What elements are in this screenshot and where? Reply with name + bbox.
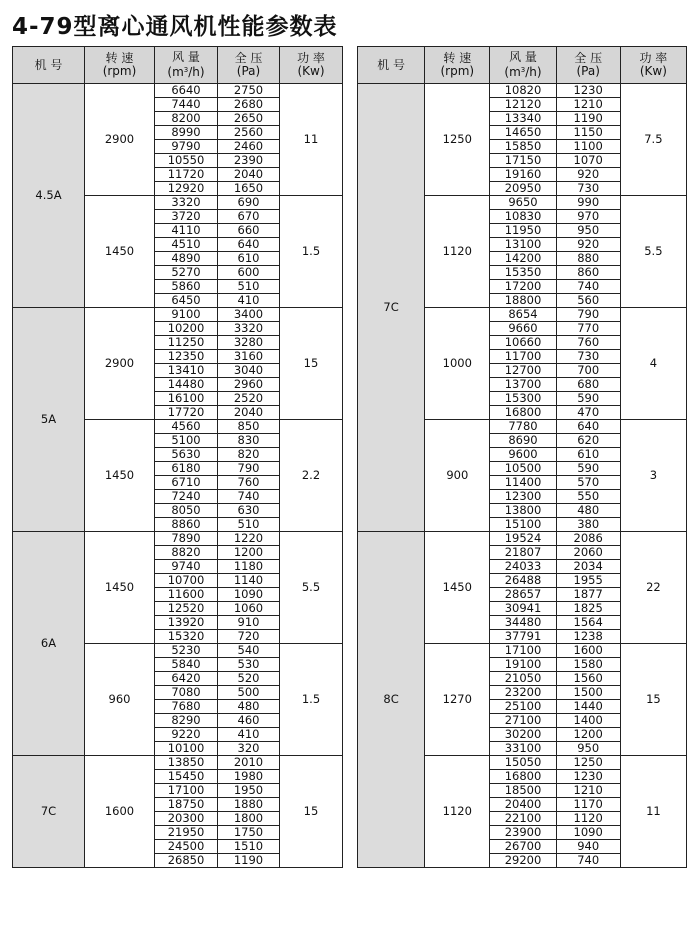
airflow-cell: 13700 [490,378,556,392]
airflow-cell: 12120 [490,98,556,112]
header-model: 机 号 [358,47,425,84]
pressure-cell: 730 [556,350,620,364]
table-body [358,47,687,868]
airflow-cell: 7680 [155,700,218,714]
pressure-cell: 760 [556,336,620,350]
pressure-cell: 1180 [218,560,280,574]
airflow-cell: 15300 [490,392,556,406]
pressure-cell: 2034 [556,560,620,574]
pressure-cell: 610 [218,252,280,266]
power-cell: 5.5 [620,196,686,308]
speed-cell: 1600 [85,756,155,868]
pressure-cell: 640 [218,238,280,252]
pressure-cell: 1880 [218,798,280,812]
pressure-cell: 2040 [218,406,280,420]
pressure-cell: 1070 [556,154,620,168]
pressure-cell: 1140 [218,574,280,588]
airflow-cell: 4560 [155,420,218,434]
pressure-cell: 2010 [218,756,280,770]
airflow-cell: 33100 [490,742,556,756]
airflow-cell: 6710 [155,476,218,490]
header-speed: 转 速 (rpm) [425,47,490,84]
airflow-cell: 28657 [490,588,556,602]
airflow-cell: 9660 [490,322,556,336]
pressure-cell: 950 [556,742,620,756]
airflow-cell: 18750 [155,798,218,812]
airflow-cell: 9790 [155,140,218,154]
pressure-cell: 1220 [218,532,280,546]
pressure-cell: 410 [218,728,280,742]
pressure-cell: 1190 [556,112,620,126]
airflow-cell: 5630 [155,448,218,462]
airflow-cell: 13850 [155,756,218,770]
airflow-cell: 8200 [155,112,218,126]
pressure-cell: 970 [556,210,620,224]
power-cell: 22 [620,532,686,644]
pressure-cell: 570 [556,476,620,490]
airflow-cell: 4110 [155,224,218,238]
airflow-cell: 13340 [490,112,556,126]
airflow-cell: 16800 [490,770,556,784]
airflow-cell: 5270 [155,266,218,280]
power-cell: 7.5 [620,84,686,196]
airflow-cell: 26700 [490,840,556,854]
airflow-cell: 14480 [155,378,218,392]
speed-cell: 1450 [425,532,490,644]
power-cell: 5.5 [280,532,343,644]
pressure-cell: 2750 [218,84,280,98]
pressure-cell: 920 [556,238,620,252]
pressure-cell: 1210 [556,784,620,798]
table-body [13,47,343,868]
airflow-cell: 10660 [490,336,556,350]
airflow-cell: 15450 [155,770,218,784]
power-cell: 2.2 [280,420,343,532]
table-row [358,532,687,546]
header-power: 功 率 (Kw) [280,47,343,84]
airflow-cell: 8654 [490,308,556,322]
pressure-cell: 3400 [218,308,280,322]
pressure-cell: 950 [556,224,620,238]
airflow-cell: 18800 [490,294,556,308]
pressure-cell: 460 [218,714,280,728]
pressure-cell: 670 [218,210,280,224]
pressure-cell: 1650 [218,182,280,196]
pressure-cell: 2960 [218,378,280,392]
speed-cell: 1120 [425,756,490,868]
pressure-cell: 820 [218,448,280,462]
airflow-cell: 13800 [490,504,556,518]
speed-cell: 1250 [425,84,490,196]
speed-cell: 960 [85,644,155,756]
airflow-cell: 30941 [490,602,556,616]
power-cell: 15 [280,308,343,420]
airflow-cell: 12350 [155,350,218,364]
pressure-cell: 380 [556,518,620,532]
model-cell: 7C [358,84,425,532]
airflow-cell: 8860 [155,518,218,532]
airflow-cell: 8290 [155,714,218,728]
pressure-cell: 1230 [556,770,620,784]
airflow-cell: 7440 [155,98,218,112]
airflow-cell: 13100 [490,238,556,252]
airflow-cell: 15050 [490,756,556,770]
pressure-cell: 2680 [218,98,280,112]
pressure-cell: 1877 [556,588,620,602]
airflow-cell: 8690 [490,434,556,448]
airflow-cell: 20950 [490,182,556,196]
pressure-cell: 1190 [218,854,280,868]
pressure-cell: 760 [218,476,280,490]
airflow-cell: 25100 [490,700,556,714]
airflow-cell: 11600 [155,588,218,602]
pressure-cell: 790 [218,462,280,476]
power-cell: 15 [280,756,343,868]
airflow-cell: 6450 [155,294,218,308]
airflow-cell: 22100 [490,812,556,826]
power-cell: 1.5 [280,644,343,756]
pressure-cell: 560 [556,294,620,308]
pressure-cell: 700 [556,364,620,378]
pressure-cell: 2040 [218,168,280,182]
pressure-cell: 530 [218,658,280,672]
model-cell: 6A [13,532,85,756]
airflow-cell: 10550 [155,154,218,168]
airflow-cell: 9650 [490,196,556,210]
pressure-cell: 1090 [556,826,620,840]
table-row [13,756,343,770]
airflow-cell: 4510 [155,238,218,252]
header-speed: 转 速 (rpm) [85,47,155,84]
airflow-cell: 3720 [155,210,218,224]
pressure-cell: 320 [218,742,280,756]
table-row [13,84,343,98]
pressure-cell: 830 [218,434,280,448]
pressure-cell: 1510 [218,840,280,854]
pressure-cell: 2060 [556,546,620,560]
airflow-cell: 12920 [155,182,218,196]
pressure-cell: 910 [218,616,280,630]
airflow-cell: 34480 [490,616,556,630]
airflow-cell: 10500 [490,462,556,476]
pressure-cell: 2560 [218,126,280,140]
performance-table-right [357,46,687,868]
pressure-cell: 1800 [218,812,280,826]
airflow-cell: 19160 [490,168,556,182]
pressure-cell: 740 [556,280,620,294]
pressure-cell: 1150 [556,126,620,140]
table-header-row [358,47,687,84]
speed-cell: 1450 [85,420,155,532]
airflow-cell: 17150 [490,154,556,168]
pressure-cell: 720 [218,630,280,644]
pressure-cell: 2086 [556,532,620,546]
pressure-cell: 680 [556,378,620,392]
pressure-cell: 480 [556,504,620,518]
airflow-cell: 16100 [155,392,218,406]
pressure-cell: 790 [556,308,620,322]
airflow-cell: 6640 [155,84,218,98]
pressure-cell: 2520 [218,392,280,406]
airflow-cell: 13920 [155,616,218,630]
pressure-cell: 2390 [218,154,280,168]
speed-cell: 1000 [425,308,490,420]
pressure-cell: 1825 [556,602,620,616]
airflow-cell: 12700 [490,364,556,378]
airflow-cell: 8820 [155,546,218,560]
pressure-cell: 660 [218,224,280,238]
pressure-cell: 1230 [556,84,620,98]
model-cell: 7C [13,756,85,868]
pressure-cell: 1580 [556,658,620,672]
pressure-cell: 1564 [556,616,620,630]
header-airflow: 风 量 $(m^3/h)$ [155,47,218,84]
airflow-cell: 11950 [490,224,556,238]
airflow-cell: 21950 [155,826,218,840]
pressure-cell: 410 [218,294,280,308]
airflow-cell: 10820 [490,84,556,98]
pressure-cell: 1560 [556,672,620,686]
airflow-cell: 17100 [155,784,218,798]
airflow-cell: 5840 [155,658,218,672]
airflow-cell: 7240 [155,490,218,504]
airflow-cell: 9100 [155,308,218,322]
pressure-cell: 1100 [556,140,620,154]
pressure-cell: 1210 [556,98,620,112]
table-row [13,308,343,322]
power-cell: 4 [620,308,686,420]
speed-cell: 1450 [85,196,155,308]
pressure-cell: 610 [556,448,620,462]
header-model: 机 号 [13,47,85,84]
airflow-cell: 3320 [155,196,218,210]
airflow-cell: 10100 [155,742,218,756]
pressure-cell: 520 [218,672,280,686]
pressure-cell: 640 [556,420,620,434]
airflow-cell: 20400 [490,798,556,812]
pressure-cell: 620 [556,434,620,448]
pressure-cell: 2650 [218,112,280,126]
pressure-cell: 920 [556,168,620,182]
airflow-cell: 17200 [490,280,556,294]
airflow-cell: 29200 [490,854,556,868]
pressure-cell: 590 [556,462,620,476]
model-cell: 8C [358,532,425,868]
table-header-row [13,47,343,84]
pressure-cell: 510 [218,280,280,294]
table-row [358,84,687,98]
airflow-cell: 9600 [490,448,556,462]
airflow-cell: 27100 [490,714,556,728]
pressure-cell: 600 [218,266,280,280]
airflow-cell: 17100 [490,644,556,658]
pressure-cell: 480 [218,700,280,714]
model-cell: 5A [13,308,85,532]
airflow-cell: 10200 [155,322,218,336]
pressure-cell: 990 [556,196,620,210]
airflow-cell: 20300 [155,812,218,826]
airflow-cell: 23900 [490,826,556,840]
performance-table-left [12,46,343,868]
pressure-cell: 730 [556,182,620,196]
power-cell: 11 [280,84,343,196]
pressure-cell: 3040 [218,364,280,378]
pressure-cell: 3160 [218,350,280,364]
airflow-cell: 14200 [490,252,556,266]
pressure-cell: 540 [218,644,280,658]
header-pressure: 全 压 (Pa) [556,47,620,84]
airflow-cell: 24500 [155,840,218,854]
pressure-cell: 690 [218,196,280,210]
pressure-cell: 1170 [556,798,620,812]
header-power: 功 率 (Kw) [620,47,686,84]
airflow-cell: 26488 [490,574,556,588]
pressure-cell: 510 [218,518,280,532]
airflow-cell: 23200 [490,686,556,700]
pressure-cell: 470 [556,406,620,420]
pressure-cell: 860 [556,266,620,280]
speed-cell: 1270 [425,644,490,756]
airflow-cell: 5100 [155,434,218,448]
pressure-cell: 1980 [218,770,280,784]
airflow-cell: 30200 [490,728,556,742]
pressure-cell: 1440 [556,700,620,714]
airflow-cell: 21807 [490,546,556,560]
airflow-cell: 15350 [490,266,556,280]
pressure-cell: 630 [218,504,280,518]
power-cell: 1.5 [280,196,343,308]
airflow-cell: 7780 [490,420,556,434]
power-cell: 15 [620,644,686,756]
model-cell: 4.5A [13,84,85,308]
airflow-cell: 8050 [155,504,218,518]
speed-cell: 1120 [425,196,490,308]
airflow-cell: 13410 [155,364,218,378]
airflow-cell: 17720 [155,406,218,420]
power-cell: 11 [620,756,686,868]
pressure-cell: 1090 [218,588,280,602]
pressure-cell: 940 [556,840,620,854]
pressure-cell: 590 [556,392,620,406]
pressure-cell: 1950 [218,784,280,798]
airflow-cell: 11720 [155,168,218,182]
pressure-cell: 1200 [218,546,280,560]
header-pressure: 全 压 (Pa) [218,47,280,84]
speed-cell: 1450 [85,532,155,644]
airflow-cell: 14650 [490,126,556,140]
airflow-cell: 4890 [155,252,218,266]
pressure-cell: 2460 [218,140,280,154]
airflow-cell: 16800 [490,406,556,420]
pressure-cell: 1250 [556,756,620,770]
airflow-cell: 10830 [490,210,556,224]
power-cell: 3 [620,420,686,532]
page-title: 4-79型离心通风机性能参数表 [12,14,338,40]
airflow-cell: 11250 [155,336,218,350]
airflow-cell: 6420 [155,672,218,686]
pressure-cell: 1955 [556,574,620,588]
pressure-cell: 880 [556,252,620,266]
airflow-cell: 15100 [490,518,556,532]
pressure-cell: 500 [218,686,280,700]
airflow-cell: 15850 [490,140,556,154]
airflow-cell: 5230 [155,644,218,658]
airflow-cell: 19100 [490,658,556,672]
airflow-cell: 8990 [155,126,218,140]
speed-cell: 2900 [85,84,155,196]
airflow-cell: 12300 [490,490,556,504]
airflow-cell: 11700 [490,350,556,364]
airflow-cell: 19524 [490,532,556,546]
airflow-cell: 24033 [490,560,556,574]
pressure-cell: 850 [218,420,280,434]
pressure-cell: 1400 [556,714,620,728]
airflow-cell: 12520 [155,602,218,616]
airflow-cell: 9220 [155,728,218,742]
header-airflow: 风 量 $(m^3/h)$ [490,47,556,84]
pressure-cell: 1060 [218,602,280,616]
airflow-cell: 11400 [490,476,556,490]
airflow-cell: 18500 [490,784,556,798]
airflow-cell: 7080 [155,686,218,700]
airflow-cell: 15320 [155,630,218,644]
pressure-cell: 740 [218,490,280,504]
pressure-cell: 550 [556,490,620,504]
pressure-cell: 740 [556,854,620,868]
pressure-cell: 1120 [556,812,620,826]
speed-cell: 2900 [85,308,155,420]
pressure-cell: 1600 [556,644,620,658]
airflow-cell: 5860 [155,280,218,294]
airflow-cell: 9740 [155,560,218,574]
pressure-cell: 3320 [218,322,280,336]
airflow-cell: 21050 [490,672,556,686]
pressure-cell: 770 [556,322,620,336]
airflow-cell: 10700 [155,574,218,588]
table-row [13,532,343,546]
airflow-cell: 37791 [490,630,556,644]
pressure-cell: 1200 [556,728,620,742]
pressure-cell: 1238 [556,630,620,644]
airflow-cell: 26850 [155,854,218,868]
airflow-cell: 6180 [155,462,218,476]
pressure-cell: 3280 [218,336,280,350]
airflow-cell: 7890 [155,532,218,546]
speed-cell: 900 [425,420,490,532]
pressure-cell: 1500 [556,686,620,700]
pressure-cell: 1750 [218,826,280,840]
